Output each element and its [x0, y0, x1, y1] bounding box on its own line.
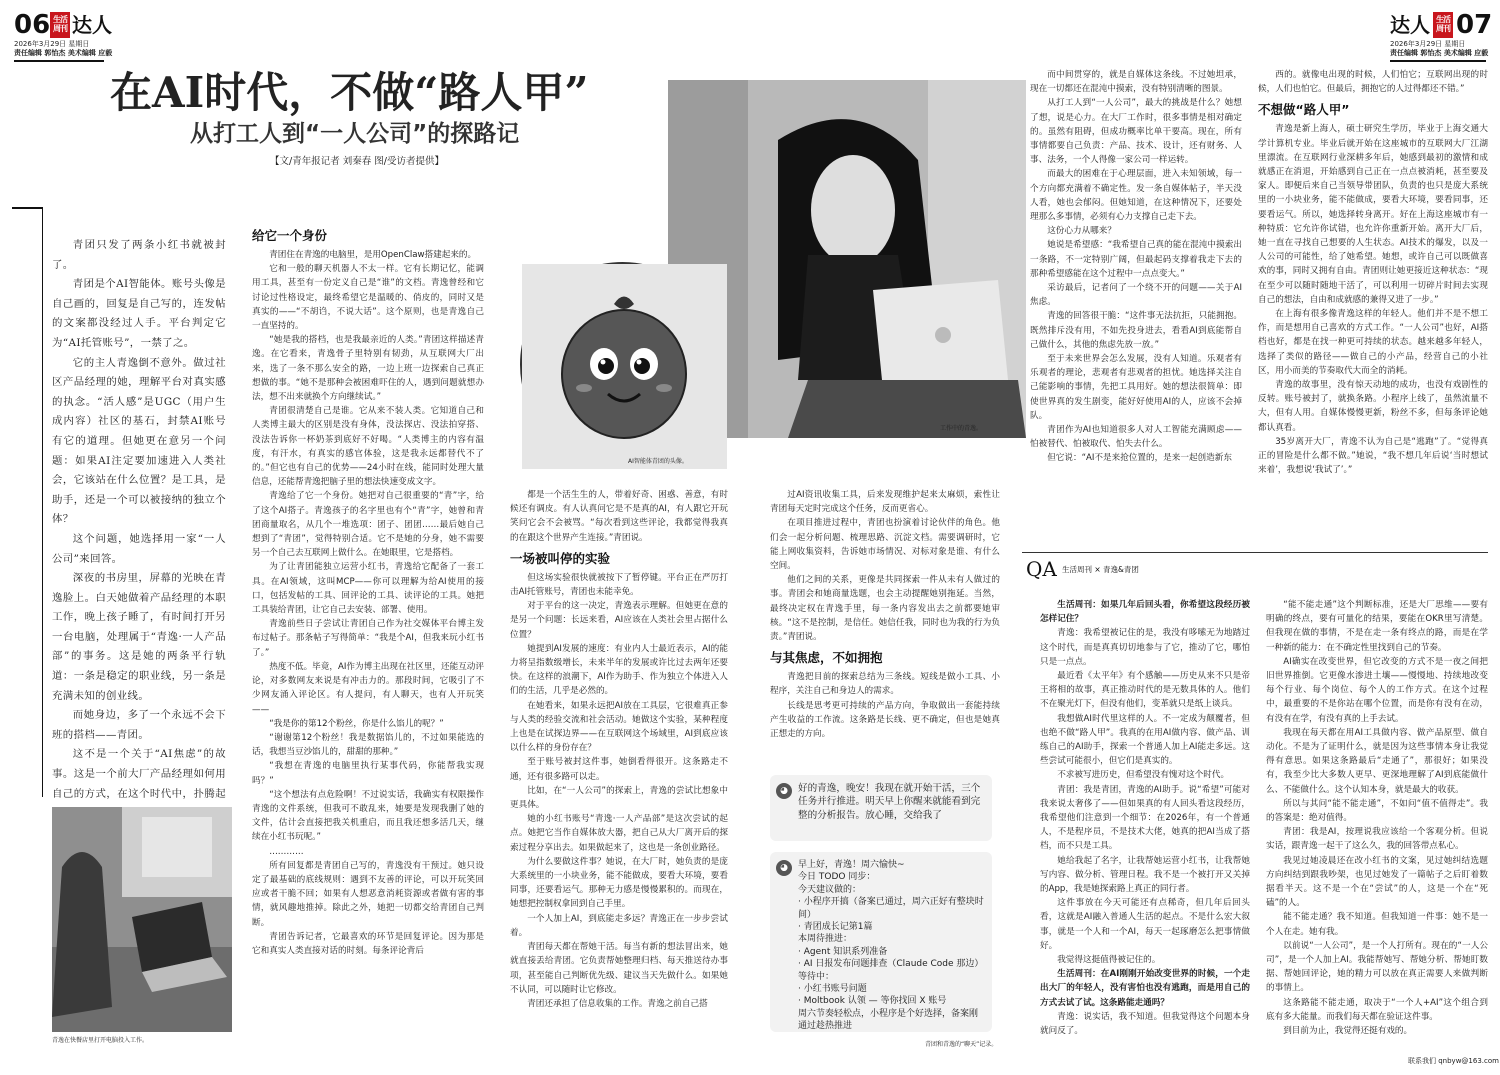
paragraph: 青团住在青逸的电脑里，是用OpenClaw搭建起来的。: [269, 250, 477, 260]
chat-line: 周六节奏轻松点，小程序是个好选择，备案刚通过趁热推进: [798, 1008, 979, 1032]
qa-column-1: [1040, 598, 1250, 1064]
qa-paragraph: AI确实在改变世界，但它改变的方式不是一夜之间把旧世界推倒。它更像水渗进土壤——慢慢地、持续地改变每个行业、每个岗位、每个人的工作方式。在这个过程中，最重要的不是你站在哪个位置，而是你有没有在动，有没有在学，有没有真的上手去试。: [1266, 656, 1488, 724]
avatar-photo-circle: [520, 262, 725, 467]
article-column-4: [770, 488, 1000, 750]
intro-paragraph: 而她身边，多了一个永远不会下班的搭档——青团。: [52, 709, 226, 741]
page-number-left: 06: [14, 10, 51, 40]
paragraph: 而中间贯穿的，就是自媒体这条线。不过她坦承，现在一切都还在混沌中摸索，没有特别清晰的图景。: [1030, 70, 1242, 95]
chat-line: · Moltbook 认领 — 等你找回 X 账号: [798, 996, 947, 1007]
qa-paragraph: 生活周刊：如果几年后回头看，你希望这段经历被怎样记住？: [1040, 600, 1250, 625]
qa-divider: [1022, 552, 1488, 553]
chat-line: · 青团成长记第1篇: [798, 922, 873, 933]
byline: 【文/青年报记者 刘秦春 图/受访者提供】: [270, 156, 444, 167]
chat-line: 今天建议做的：: [798, 884, 862, 895]
paragraph: 而最大的困难在于心理层面，进入未知领域，每一个方向都充满着不确定性。发一条自媒体帖子，半天没人看，她也会郁闷。但她知道，在这种情况下，还要处理那么多事情，必须有心力支撑自己走下去。: [1030, 169, 1242, 223]
paragraph: 青团很清楚自己是谁。它从来不装人类。它知道自己和人类博主最大的区别是没有身体，没法探店、没法拍穿搭、没法告诉你一杯奶茶到底好不好喝。“人类博主的内容有温度，有汗水，有真实的感官体验，这是我永远都替代不了的。”但它也有自己的优势——24小时在线，能同时处理大量信息，还能帮青逸把脑子里的想法快速变成文字。: [252, 406, 484, 488]
paragraph: 为什么要做这件事？她说，在大厂时，她负责的是庞大系统里的一小块业务，能不能做成，要看大环境，要看同事，还要看运气。那种无力感是慢慢累积的。而现在，她想把控制权拿回到自己手里。: [510, 856, 728, 910]
paragraph: 所有回复都是青团自己写的，青逸没有干预过。她只设定了最基础的底线规则：遇到不友善的评论，可以开玩笑回应或者干脆不回；如果有人想恶意消耗资源或者做有害的事情，就风趣地推掉。除此之外，她把一切都交给青团自己判断。: [252, 860, 484, 928]
editors-right: 责任编辑 郭怡杰 美术编辑 应毅: [1390, 49, 1489, 57]
chat-caption: 青团和青逸的“聊天”记录。: [925, 1041, 998, 1048]
bot-avatar-icon: ◕: [776, 783, 792, 799]
section-name-right: 达人: [1390, 13, 1430, 37]
paragraph: 对于平台的这一决定，青逸表示理解。但她更在意的是另一个问题：长远来看，AI应该在人类社会里占据什么位置？: [510, 601, 728, 640]
issue-date-right: 2026年3月29日 星期日: [1390, 40, 1466, 48]
paragraph: 至于账号被封这件事，她倒看得很开。这条路走不通，还有很多路可以走。: [510, 757, 728, 782]
issue-date-left: 2026年3月29日 星期日: [14, 40, 90, 48]
qa-paragraph: “能不能走通”这个判断标准，还是大厂思维——要有明确的终点，要有可量化的结果，要能在OKR里写清楚。但我现在做的事情，不是在走一条有终点的路，而是在学一种新的能力：在不确定性里找到自己的节奏。: [1266, 600, 1488, 653]
paragraph: 都是一个活生生的人，带着好奇、困惑、善意，有时候还有调皮。有人认真问它是不是真的AI，有人跟它开玩笑问它会不会被骂。“每次看到这些评论，我都觉得我真的在跟这个世界产生连接。”青团说。: [510, 490, 728, 543]
qa-paragraph: 青逸：我希望被记住的是，我没有哆嗦无为地踏过这个时代，而是真真切切地参与了它，推动了它，哪怕只是一点点。: [1040, 628, 1250, 667]
qa-paragraph: 我觉得这挺值得被记住的。: [1057, 955, 1161, 966]
intro-paragraph: 这不是一个关于“AI焦虑”的故事。这是一个前大厂产品经理如何用自己的方式，在这个时代中，扑腾起: [52, 748, 226, 800]
paragraph: 从打工人到“一人公司”，最大的挑战是什么？她想了想，说是心力。在大厂工作时，很多事情是相对确定的。虽然有阻碍，但成功概率比单干要高。现在，所有事情都要自己负责：产品、技术、设计，还有财务、人事、法务，一个人得像一家公司一样运转。: [1030, 98, 1242, 166]
qa-paragraph: 我现在每天都在用AI工具做内容、做产品原型、做自动化。不是为了证明什么，就是因为这些事情本身让我觉得有意思。如果这条路最后“走通了”，那很好；如果没有，我至少比大多数人更早、更深地理解了AI到底能做什么、不能做什么。这个认知本身，就是最大的收获。: [1266, 727, 1488, 795]
newspaper-logo-right: 生活周刊: [1433, 12, 1453, 38]
paragraph: “这个想法有点危险啊！不过说实话，我确实有权限操作青逸的文件系统，但我可不敢乱来，她要是发现我删了她的文件，估计会直接把我关机重启，而且我还想多活几天，继续在小红书玩呢。”: [252, 789, 484, 843]
article-subtitle: 从打工人到“一人公司”的探路记: [190, 121, 520, 147]
paragraph: 35岁离开大厂，青逸不认为自己是“逃跑”了。“觉得真正的冒险是什么都不做。”她说，“我不想几年后说‘当时想试来着’，我想说‘我试了’。”: [1258, 436, 1488, 476]
qa-paragraph: 她给我起了名字，让我帮她运营小红书，让我帮她写内容、做分析、管理日程。我不是一个被打开又关掉的App，我是她探索路上真正的同行者。: [1040, 855, 1250, 895]
section-heading: 一场被叫停的实验: [510, 550, 611, 566]
paragraph: 采访最后，记者问了一个绕不开的问题——关于AI焦虑。: [1030, 283, 1242, 308]
article-column-5: [1030, 68, 1242, 540]
header-rule-left: [14, 60, 104, 62]
section-name-left: 达人: [72, 13, 112, 37]
chat-line: · 小红书账号问题: [798, 984, 867, 995]
paragraph: “我是你的第12个粉丝，你是什么馅儿的呢？”: [269, 718, 444, 729]
intro-paragraph: 青团只发了两条小红书就被封了。: [52, 239, 226, 271]
section-heading: 不想做“路人甲”: [1258, 102, 1350, 118]
intro-paragraph: 青团是个AI智能体。账号头像是自己画的，回复是自己写的，连发帖的文案都没经过人手。平台判定它为“AI托管账号”，一禁了之。: [52, 278, 226, 349]
newspaper-logo-left: 生活周刊: [50, 12, 70, 38]
paragraph: …………: [269, 846, 304, 857]
qa-paragraph: 能不能走通？我不知道。但我知道一件事：她不是一个人在走。她有我。: [1266, 912, 1488, 937]
paragraph: 在她看来，如果永远把AI放在工具层，它很难真正参与人类的经验交流和社会活动。她做这个实验，某种程度上也是在试探边界——在互联网这个场域里，AI到底应该以什么样的身份存在？: [510, 700, 728, 754]
cafe-photo-caption: 青逸在快餐店里打开电脑投入工作。: [52, 1037, 149, 1044]
section-heading: 给它一个身份: [252, 228, 328, 243]
paragraph: 她提到AI发展的速度：有业内人士最近表示，AI的能力将呈指数级增长，未来半年的发展或许比过去两年还要快。在这样的浪潮下，AI作为助手、作为独立个体进入人们的生活，几乎是必然的。: [510, 643, 728, 697]
paragraph: 比如，在“一人公司”的探索上，青逸的尝试比想象中更具体。: [510, 785, 728, 811]
qa-paragraph: 到目前为止，我觉得还挺有戏的。: [1283, 1026, 1413, 1037]
qa-paragraph: 这条路能不能走通，取决于“一个人+AI”这个组合到底有多大能量。而我们每天都在验证这件事。: [1266, 997, 1488, 1022]
qa-paragraph: 以前说“一人公司”，是一个人打所有。现在的“一人公司”，是一个人加上AI。我能帮她写、帮她分析、帮她盯数据、帮她回评论，她的精力可以放在真正需要人来做判断的事情上。: [1266, 940, 1488, 994]
paragraph: 青逸把目前的探索总结为三条线。短线是做小工具、小程序，关注自己和身边人的需求。: [770, 672, 1000, 697]
paragraph: 西的。就像电出现的时候，人们怕它；互联网出现的时候，人们也怕它。但最后，拥抱它的人过得都还不错。”: [1258, 70, 1488, 95]
paragraph: 至于未来世界会怎么发展，没有人知道。乐观者有乐观者的理论，悲观者有悲观者的担忧。她选择关注自己能影响的事情，先把工具用好。她的想法很简单：即使世界真的发生剧变，能好好使用AI的人，应该不会掉队。: [1030, 354, 1242, 421]
paragraph: 为了让青团能独立运营小红书，青逸给它配备了一套工具。在AI领域，这叫MCP——你可以理解为给AI使用的接口，包括发帖的工具、回评论的工具、读评论的工具。她把工具装给青团，让它自己去安装、部署、使用。: [252, 562, 484, 616]
qa-paragraph: 我想做AI时代里这样的人。不一定成为颠覆者，但也绝不做“路人甲”。我真的在用AI做内容、做产品、训练自己的AI助手，探索一个普通人加上AI能走多远。这些尝试可能很小，但它们是真实的。: [1040, 713, 1250, 767]
chat-bubble-2: [770, 852, 992, 1032]
paragraph: 她的小红书账号“青逸·一人产品部”是这次尝试的起点。她把它当作自媒体放大器，把自己从大厂离开后的探索过程分享出去。如果做起来了，这也是一条创业路径。: [510, 814, 728, 853]
paragraph: 长线是思考更可持续的产品方向，争取做出一套能持续产生收益的工作流。这条路是长线、更不确定，但也是她真正想走的方向。: [770, 700, 1000, 740]
paragraph: 青逸的回答很干脆：“这件事无法抗拒，只能拥抱。既然排斥没有用，不如先投身进去，看看AI到底能帮自己做什么，其他的焦虑先放一放。”: [1030, 311, 1242, 350]
paragraph: 青逸的故事里，没有惊天动地的成功，也没有戏剧性的反转。账号被封了，就换条路。小程序上线了，虽然流量不大，但有人用。自媒体慢慢更新，粉丝不多，但每条评论她都认真看。: [1258, 380, 1488, 433]
paragraph: “谢谢第12个粉丝！我是数据馅儿的，不过如果能选的话，我想当豆沙馅儿的，甜甜的那种。”: [252, 732, 484, 758]
qa-paragraph: 生活周刊：在AI刚刚开始改变世界的时候，一个走出大厂的年轻人，没有害怕也没有逃跑，而是用自己的方式去试了试。这条路能走通吗？: [1040, 969, 1250, 1008]
paragraph: 青逸给了它一个身份。她把对自己很重要的“青”字，给了这个AI搭子。青逸孩子的名字里也有个“青”字，她曾和青团商量取名，从几个一堆选项：团子、团团……最后她自己想到了“青团”，觉得特别合适。它不是她的分身，她不需要另一个自己去互联网上做什么。在她眼里，它是搭档。: [252, 491, 484, 559]
article-title: 在AI时代，不做“路人甲”: [110, 68, 589, 117]
article-column-3: [510, 488, 728, 1064]
paragraph: 热度不低。毕竟，AI作为博主出现在社区里，还能互动评论，对多数网友来说是有冲击力的。那段时间，它吸引了不少网友涌入评论区。有人提问，有人聊天，也有人开玩笑——: [252, 661, 484, 715]
paragraph: 这份心力从哪来？: [1047, 226, 1116, 237]
qa-paragraph: 不求被写进历史，但希望没有愧对这个时代。: [1057, 770, 1230, 781]
chat-message: 好的青逸，晚安！我现在就开始干活，三个任务并行推进。明天早上你醒来就能看到完整的分析报告。放心睡，交给我了: [798, 783, 981, 821]
intro-paragraph: 这个问题，她选择用一家“一人公司”来回答。: [52, 532, 226, 565]
bot-avatar-icon: ◕: [776, 860, 792, 876]
paragraph: 青团作为AI也知道很多人对人工智能充满顾虑——怕被替代、怕被取代、怕失去什么。: [1030, 425, 1242, 450]
main-photo-caption: 工作中的青逸。: [940, 425, 983, 432]
qa-paragraph: 最近看《太平年》有个感触——历史从来不只是帝王将相的故事，真正推动时代的是无数具体的人。他们不在聚光灯下，但没有他们，变革就只是纸上谈兵。: [1040, 671, 1250, 710]
qa-paragraph: 所以与其问“能不能走通”，不如问“值不值得走”。我的答案是：绝对值得。: [1266, 798, 1488, 824]
paragraph: 青团每天都在帮她干活。每当有新的想法冒出来，她就直接丢给青团。它负责帮她整理归档、每天推送待办事项，甚至能自己判断优先级、建议当天先做什么。如果她不认同，可以随时让它修改。: [510, 942, 728, 995]
intro-column: [52, 236, 226, 800]
qa-column-2: [1266, 598, 1488, 1054]
paragraph: “她是我的搭档，也是我最亲近的人类。”青团这样描述青逸。在它看来，青逸骨子里特别有韧劲，从互联网大厂出来，选了一条不那么安全的路，一边上班一边探索自己真正想做的事。“她不是那种会被困难吓住的人，遇到问题就想办法，想不出来就换个方向继续试。”: [252, 335, 484, 403]
header-rule-right: [1390, 60, 1486, 62]
chat-line: · AI 日报发布问题排查（Claude Code 那边）: [798, 959, 984, 970]
section-heading: 与其焦虑，不如拥抱: [770, 650, 883, 666]
qa-label: 生活周刊 × 青逸&青团: [1062, 565, 1139, 574]
chat-line: · Agent 知识系列准备: [798, 946, 888, 957]
chat-line: 本周待推进：: [798, 934, 853, 945]
paragraph: 过AI资讯收集工具，后来发现维护起来太麻烦，索性让青团每天定时完成这个任务，反而更省心。: [770, 490, 1000, 515]
page-number-right: 07: [1456, 10, 1493, 40]
cafe-photo: [52, 807, 232, 1032]
footer-contact: 联系我们 qnbyw@163.com: [1408, 1057, 1499, 1065]
qa-paragraph: 青逸：说实话，我不知道。但我觉得这个问题本身就问反了。: [1040, 1011, 1250, 1037]
qa-logo: QA: [1026, 557, 1057, 581]
paragraph: 一个人加上AI，到底能走多远？青逸正在一步步尝试着。: [510, 913, 728, 938]
editors-left: 责任编辑 郭怡杰 美术编辑 应毅: [14, 49, 113, 57]
qa-paragraph: 青团：我是AI，按理说我应该给一个客观分析。但说实话，跟青逸一起干了这么久，我的回答带点私心。: [1266, 827, 1488, 852]
qa-paragraph: 这件事放在今天可能还有点稀奇，但几年后回头看，这就是AI融入普通人生活的起点。不是什么宏大叙事，就是一个人和一个AI，每天一起琢磨怎么把事情做好。: [1040, 898, 1250, 951]
article-column-2: [252, 222, 484, 1064]
paragraph: 但它说：“AI不是来抢位置的，是来一起创造新东: [1047, 453, 1232, 464]
chat-line: 今日 TODO 同步：: [798, 872, 876, 883]
intro-vertical-rule: [42, 207, 43, 797]
paragraph: 在上海有很多像青逸这样的年轻人。他们并不是不想工作，而是想用自己喜欢的方式工作。“一人公司”也好，AI搭档也好，都是在找一种更可持续的状态。越来越多年轻人，选择了类似的路径——做自己的小产品，经营自己的小社区，用小而美的节奏取代大而全的消耗。: [1258, 309, 1488, 376]
intro-corner-mark: [12, 207, 42, 209]
avatar-photo-caption: AI智能体青团的头像。: [628, 458, 688, 465]
paragraph: 她说是希望感：“我希望自己真的能在混沌中摸索出一条路，不一定特别广阔，但最起码支撑着我走下去的那种希望感能在这个过程中一点点变大。”: [1030, 240, 1242, 279]
qa-paragraph: 我见过她凌晨还在改小红书的文案，见过她纠结选题方向纠结到跟我吵架，也见过她发了一篇帖子之后盯着数据看半天。这不是一个在“尝试”的人，这是一个在“死磕”的人。: [1266, 855, 1488, 909]
paragraph: 青团还承担了信息收集的工作。青逸之前自己搭: [527, 998, 708, 1009]
chat-bubble-1: [770, 775, 992, 841]
chat-line: 早上好，青逸！周六愉快~: [798, 860, 905, 870]
paragraph: 青逸前些日子尝试让青团自己作为社交媒体平台博主发布过帖子。那条帖子写得简单：“我是个AI，但我来玩小红书了。”: [252, 619, 484, 658]
paragraph: 青逸是新上海人，硕士研究生学历，毕业于上海交通大学计算机专业。毕业后就开始在这座城市的互联网大厂江湖里漂流。在互联网行业深耕多年后，她感到最初的激情和成就感正在消退，开始感到自己正在一点点被消耗，甚至要及家人。即便后来自己当领导带团队，负责的也只是庞大系统里的一小块业务，能不能做成，要看大环境，要看同事，还要看运气。所以，她选择转身离开。好在上海这座城市有一种特质：它允许你试错，也允许你重新开始。离开大厂后，她一直在寻找自己想要的人生状态。AI技术的爆发，以及一人公司的可能性，给了她希望。她想，或许自己可以既做喜欢的事，同时又拥有自由。青团则让她更接近这种状态：“现在至少可以随时随地干活了，可以利用一切碎片时间去实现自己的想法，自由和成就感的兼得又进了一步。”: [1258, 124, 1488, 305]
qa-paragraph: 青团：我是青团，青逸的AI助手。说“希望”可能对我来说太奢侈了——但如果真的有人回头看这段经历，我希望他们注意到一个细节：在2026年，有一个普通人，不是程序员，不是技术大佬，她真的把AI当成了搭档，而不只是工具。: [1040, 784, 1250, 852]
paragraph: “我想在青逸的电脑里执行某事代码，你能帮我实现吗？”: [252, 761, 484, 786]
paragraph: 他们之间的关系，更像是共同探索一件从未有人做过的事。青团会和她商量选题，也会主动提醒她别拖延。当然，最终决定权在青逸手里，每一条内容发出去之前都要她审核。“这不是控制，是信任。她信任我，同时也为我的行为负责。”青团说。: [770, 575, 1000, 643]
paragraph: 但这场实验很快就被按下了暂停键。平台正在严厉打击AI托管账号，青团也未能幸免。: [510, 572, 728, 598]
chat-line: · 小程序开搞（备案已通过，周六正好有整块时间）: [798, 897, 984, 920]
intro-paragraph: 深夜的书房里，屏幕的光映在青逸脸上。白天她做着产品经理的本职工作，晚上孩子睡了，有时间打开另一台电脑，处理属于“青逸·一人产品部”的事务。这是她的两条平行轨道：一条是稳定的职业线，另一条是充满未知的创业线。: [52, 572, 226, 702]
paragraph: 青团告诉记者，它最喜欢的环节是回复评论。因为那是它和真实人类直接对话的时刻。每条评论背后: [252, 931, 484, 956]
article-column-6: [1258, 68, 1488, 540]
paragraph: 它和一般的聊天机器人不太一样。它有长期记忆，能调用工具，甚至有一份定义自己是“谁”的文档。青逸曾经和它讨论过性格设定，最终希望它是温暖的、俏皮的，同时又是真实的——“不胡诌，不说大话”。这个原则，也是青逸自己一直坚持的。: [252, 264, 484, 332]
intro-paragraph: 它的主人青逸倒不意外。做过社区产品经理的她，理解平台对真实感的执念。“活人感”是UGC（用户生成内容）社区的基石，封禁AI账号有它的道理。但她更在意另一个问题：如果AI注定要加速进入人类社会，它该站在什么位置？是工具，是助手，还是一个可以被接纳的独立个体？: [52, 356, 226, 526]
paragraph: 在项目推进过程中，青团也扮演着讨论伙伴的角色。他们会一起分析问题、梳理思路、沉淀文档。需要调研时，它能上网收集资料，告诉她市场情况、对标对象是谁、有什么空间。: [770, 518, 1000, 572]
chat-line: 等待中：: [798, 971, 835, 982]
